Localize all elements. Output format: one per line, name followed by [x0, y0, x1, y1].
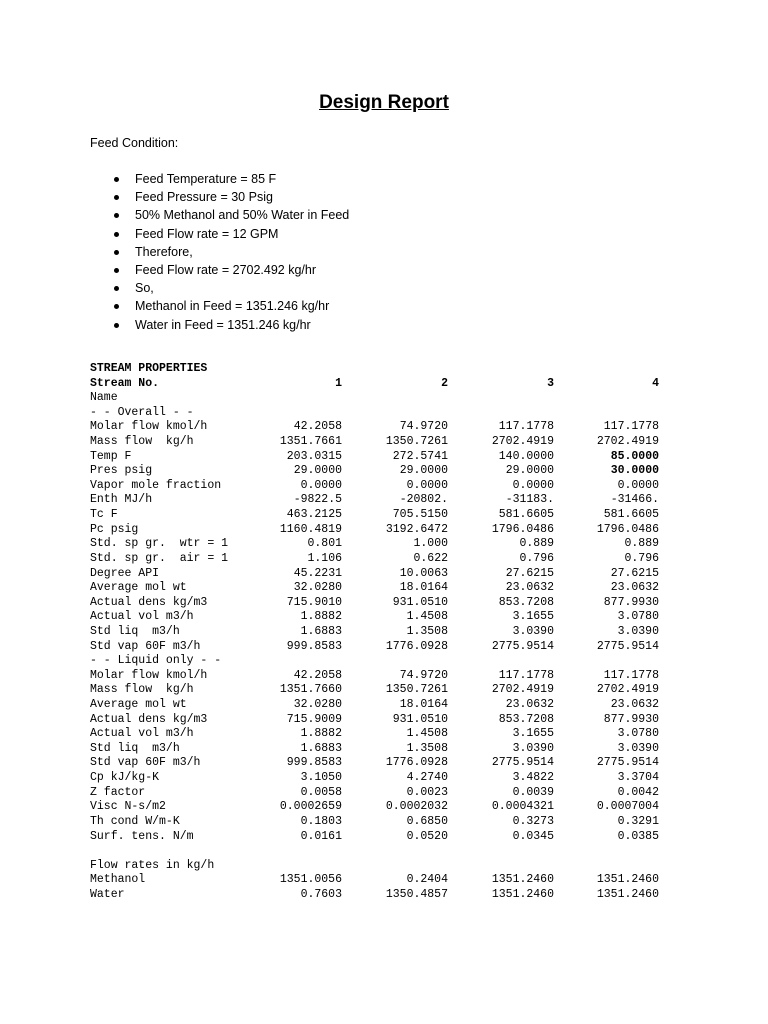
- row-label: Z factor: [90, 785, 146, 799]
- stream-1-value: 0.0000: [300, 478, 342, 492]
- stream-1-value: 0.1803: [300, 814, 342, 828]
- feed-condition-list: [111, 170, 349, 334]
- stream-2-value: -20802.: [399, 493, 448, 507]
- table-row: [90, 406, 660, 421]
- stream-3-value: 0.889: [519, 537, 554, 551]
- feed-condition-item: [111, 206, 349, 224]
- row-label: - - Overall - -: [90, 405, 194, 419]
- table-row: [90, 450, 660, 465]
- stream-2-value: 1350.7261: [385, 435, 448, 449]
- bullet-icon: [114, 323, 119, 328]
- stream-4-value: 117.1778: [603, 420, 659, 434]
- stream-3-value: 3.0390: [512, 624, 554, 638]
- table-row: [90, 640, 660, 655]
- stream-1-value: 1.8882: [300, 727, 342, 741]
- stream-3-value: 0.0345: [512, 829, 554, 843]
- row-label: Molar flow kmol/h: [90, 668, 208, 682]
- row-label: Tc F: [90, 508, 118, 522]
- stream-4-value: -31466.: [610, 493, 659, 507]
- stream-3-value: 3: [547, 376, 554, 390]
- stream-4-value: 23.0632: [610, 581, 659, 595]
- stream-4-value: 0.3291: [617, 814, 659, 828]
- stream-2-value: 931.0510: [392, 595, 448, 609]
- table-row: [90, 873, 660, 888]
- stream-2-value: 74.9720: [399, 420, 448, 434]
- stream-2-value: 0.0023: [406, 785, 448, 799]
- stream-3-value: 2702.4919: [491, 435, 554, 449]
- stream-3-value: -31183.: [505, 493, 554, 507]
- stream-1-value: 1351.0056: [279, 873, 342, 887]
- stream-1-value: 42.2058: [293, 420, 342, 434]
- row-label: Flow rates in kg/h: [90, 858, 215, 872]
- stream-1-value: 29.0000: [293, 464, 342, 478]
- table-row: [90, 698, 660, 713]
- stream-1-value: 1160.4819: [279, 522, 342, 536]
- stream-2-value: 0.0520: [406, 829, 448, 843]
- stream-2-value: 931.0510: [392, 712, 448, 726]
- table-row: [90, 713, 660, 728]
- stream-2-value: 2: [441, 376, 448, 390]
- feed-condition-text: 50% Methanol and 50% Water in Feed: [135, 208, 350, 223]
- feed-condition-text: Therefore,: [135, 244, 193, 259]
- report-title: Design Report: [319, 92, 449, 113]
- stream-4-value: 0.0385: [617, 829, 659, 843]
- table-row: [90, 771, 660, 786]
- feed-condition-text: Water in Feed = 1351.246 kg/hr: [135, 317, 311, 332]
- stream-3-value: 2775.9514: [491, 639, 554, 653]
- table-row: [90, 888, 660, 903]
- stream-2-value: 1.3508: [406, 741, 448, 755]
- row-label: Pc psig: [90, 522, 139, 536]
- stream-1-value: 203.0315: [286, 449, 342, 463]
- stream-4-value: 3.0390: [617, 624, 659, 638]
- table-row: [90, 479, 660, 494]
- feed-condition-item: [111, 243, 349, 261]
- stream-1-value: 0.801: [307, 537, 342, 551]
- stream-4-value: 581.6605: [603, 508, 659, 522]
- row-label: Mass flow kg/h: [90, 683, 194, 697]
- row-label: Pres psig: [90, 464, 153, 478]
- stream-4-value: 2775.9514: [596, 756, 659, 770]
- stream-3-value: 1351.2460: [491, 887, 554, 901]
- stream-1-value: 1.6883: [300, 624, 342, 638]
- stream-4-value: 0.889: [624, 537, 659, 551]
- bullet-icon: [114, 268, 119, 273]
- table-row: [90, 464, 660, 479]
- row-label: Std liq m3/h: [90, 624, 180, 638]
- row-label: Std. sp gr. wtr = 1: [90, 537, 229, 551]
- stream-3-value: 2702.4919: [491, 683, 554, 697]
- table-row: [90, 727, 660, 742]
- row-label: Average mol wt: [90, 698, 187, 712]
- stream-4-value: 23.0632: [610, 698, 659, 712]
- row-label: Actual vol m3/h: [90, 727, 194, 741]
- stream-1-value: 32.0280: [293, 581, 342, 595]
- stream-4-value: 1796.0486: [596, 522, 659, 536]
- row-label: Water: [90, 887, 125, 901]
- feed-condition-item: [111, 188, 349, 206]
- stream-4-value: 3.0780: [617, 610, 659, 624]
- stream-2-value: 1.3508: [406, 624, 448, 638]
- stream-3-value: 117.1778: [498, 668, 554, 682]
- row-label: Degree API: [90, 566, 160, 580]
- stream-1-value: 1: [335, 376, 342, 390]
- table-row: [90, 581, 660, 596]
- stream-2-value: 3192.6472: [385, 522, 448, 536]
- stream-2-value: 1350.4857: [385, 887, 448, 901]
- table-row: [90, 391, 660, 406]
- table-row: [90, 596, 660, 611]
- stream-1-value: 715.9009: [286, 712, 342, 726]
- stream-2-value: 4.2740: [406, 771, 448, 785]
- stream-3-value: 853.7208: [498, 595, 554, 609]
- row-label: Temp F: [90, 449, 132, 463]
- table-row: [90, 610, 660, 625]
- row-label: Average mol wt: [90, 581, 187, 595]
- stream-1-value: 1.6883: [300, 741, 342, 755]
- row-label: Actual dens kg/m3: [90, 712, 208, 726]
- stream-properties-table: [90, 362, 660, 903]
- table-row: [90, 508, 660, 523]
- stream-1-value: 999.8583: [286, 756, 342, 770]
- stream-1-value: 1.8882: [300, 610, 342, 624]
- stream-1-value: -9822.5: [293, 493, 342, 507]
- feed-condition-text: Feed Flow rate = 12 GPM: [135, 226, 279, 241]
- table-row: [90, 523, 660, 538]
- stream-3-value: 3.1655: [512, 610, 554, 624]
- stream-2-value: 1350.7261: [385, 683, 448, 697]
- stream-3-value: 140.0000: [498, 449, 554, 463]
- stream-1-value: 3.1050: [300, 771, 342, 785]
- bullet-icon: [114, 195, 119, 200]
- stream-2-value: 705.5150: [392, 508, 448, 522]
- feed-condition-item: [111, 316, 349, 334]
- table-row: [90, 435, 660, 450]
- stream-3-value: 853.7208: [498, 712, 554, 726]
- table-row: [90, 800, 660, 815]
- stream-3-value: 27.6215: [505, 566, 554, 580]
- stream-3-value: 0.0039: [512, 785, 554, 799]
- stream-4-value: 0.0007004: [596, 800, 659, 814]
- feed-condition-text: Feed Temperature = 85 F: [135, 172, 277, 186]
- feed-condition-text: So,: [135, 281, 154, 296]
- stream-4-value: 3.3704: [617, 771, 659, 785]
- stream-3-value: 1796.0486: [491, 522, 554, 536]
- stream-3-value: 1351.2460: [491, 873, 554, 887]
- table-row: [90, 683, 660, 698]
- stream-2-value: 18.0164: [399, 698, 448, 712]
- stream-4-value: 1351.2460: [596, 873, 659, 887]
- feed-condition-text: Feed Flow rate = 2702.492 kg/hr: [135, 262, 317, 277]
- bullet-icon: [114, 304, 119, 309]
- stream-4-value: 3.0390: [617, 741, 659, 755]
- stream-2-value: 0.0002032: [385, 800, 448, 814]
- bullet-icon: [114, 177, 119, 182]
- stream-2-value: 1.000: [413, 537, 448, 551]
- stream-2-value: 0.622: [413, 551, 448, 565]
- stream-3-value: 29.0000: [505, 464, 554, 478]
- stream-1-value: 1351.7661: [279, 435, 342, 449]
- row-label: Vapor mole fraction: [90, 478, 222, 492]
- stream-2-value: 29.0000: [399, 464, 448, 478]
- table-row: [90, 377, 660, 392]
- stream-3-value: 2775.9514: [491, 756, 554, 770]
- stream-properties-rows: [90, 377, 660, 903]
- stream-2-value: 1.4508: [406, 727, 448, 741]
- stream-4-value: 117.1778: [603, 668, 659, 682]
- table-row: [90, 815, 660, 830]
- table-row: [90, 552, 660, 567]
- bullet-icon: [114, 286, 119, 291]
- stream-1-value: 0.0002659: [279, 800, 342, 814]
- table-row: [90, 786, 660, 801]
- stream-properties-header: STREAM PROPERTIES: [90, 362, 208, 375]
- stream-2-value: 18.0164: [399, 581, 448, 595]
- stream-3-value: 0.0004321: [491, 800, 554, 814]
- row-label: Std vap 60F m3/h: [90, 756, 201, 770]
- row-label: Name: [90, 391, 118, 405]
- feed-condition-item: [111, 261, 349, 279]
- bullet-icon: [114, 232, 119, 237]
- stream-3-value: 3.0390: [512, 741, 554, 755]
- stream-4-value: 1351.2460: [596, 887, 659, 901]
- stream-1-value: 42.2058: [293, 668, 342, 682]
- table-row: [90, 756, 660, 771]
- table-row: [90, 859, 660, 874]
- row-label: Std liq m3/h: [90, 741, 180, 755]
- stream-3-value: 117.1778: [498, 420, 554, 434]
- stream-3-value: 581.6605: [498, 508, 554, 522]
- row-label: Th cond W/m-K: [90, 814, 180, 828]
- stream-3-value: 0.0000: [512, 478, 554, 492]
- stream-4-value: 0.0042: [617, 785, 659, 799]
- row-label: Methanol: [90, 873, 146, 887]
- stream-4-value: 4: [652, 376, 659, 390]
- row-label: Std vap 60F m3/h: [90, 639, 201, 653]
- stream-3-value: 3.4822: [512, 771, 554, 785]
- stream-2-value: 1.4508: [406, 610, 448, 624]
- stream-1-value: 1351.7660: [279, 683, 342, 697]
- table-row: [90, 567, 660, 582]
- stream-4-value: 2775.9514: [596, 639, 659, 653]
- stream-2-value: 0.6850: [406, 814, 448, 828]
- table-row: [90, 844, 660, 859]
- stream-4-value: 0.0000: [617, 478, 659, 492]
- stream-4-value: 27.6215: [610, 566, 659, 580]
- table-row: [90, 537, 660, 552]
- stream-4-value: 3.0780: [617, 727, 659, 741]
- table-row: [90, 669, 660, 684]
- stream-3-value: 3.1655: [512, 727, 554, 741]
- stream-1-value: 0.0161: [300, 829, 342, 843]
- stream-1-value: 0.0058: [300, 785, 342, 799]
- stream-4-value: 2702.4919: [596, 683, 659, 697]
- feed-condition-item: [111, 225, 349, 243]
- row-label: Actual vol m3/h: [90, 610, 194, 624]
- table-row: [90, 493, 660, 508]
- feed-condition-text: Methanol in Feed = 1351.246 kg/hr: [135, 299, 330, 314]
- row-label: Visc N-s/m2: [90, 800, 166, 814]
- stream-3-value: 0.796: [519, 551, 554, 565]
- stream-2-value: 0.2404: [406, 873, 448, 887]
- table-row: [90, 654, 660, 669]
- row-label: Molar flow kmol/h: [90, 420, 208, 434]
- stream-3-value: 23.0632: [505, 698, 554, 712]
- stream-4-value: 877.9930: [603, 712, 659, 726]
- bullet-icon: [114, 213, 119, 218]
- stream-1-value: 32.0280: [293, 698, 342, 712]
- stream-1-value: 715.9010: [286, 595, 342, 609]
- table-row: [90, 742, 660, 757]
- row-label: Mass flow kg/h: [90, 435, 194, 449]
- row-label: - - Liquid only - -: [90, 654, 222, 668]
- row-label: Cp kJ/kg-K: [90, 771, 160, 785]
- stream-2-value: 272.5741: [392, 449, 448, 463]
- table-row: [90, 830, 660, 845]
- feed-condition-text: Feed Pressure = 30 Psig: [135, 190, 273, 205]
- table-row: [90, 420, 660, 435]
- stream-4-value: 30.0000: [610, 464, 659, 478]
- stream-2-value: 1776.0928: [385, 639, 448, 653]
- row-label: Enth MJ/h: [90, 493, 153, 507]
- stream-4-value: 2702.4919: [596, 435, 659, 449]
- row-label: Actual dens kg/m3: [90, 595, 208, 609]
- stream-1-value: 1.106: [307, 551, 342, 565]
- feed-condition-item: [111, 297, 349, 315]
- stream-4-value: 877.9930: [603, 595, 659, 609]
- stream-2-value: 0.0000: [406, 478, 448, 492]
- stream-1-value: 0.7603: [300, 887, 342, 901]
- stream-3-value: 23.0632: [505, 581, 554, 595]
- stream-1-value: 463.2125: [286, 508, 342, 522]
- feed-condition-heading: Feed Condition:: [90, 136, 179, 150]
- stream-3-value: 0.3273: [512, 814, 554, 828]
- row-label: Surf. tens. N/m: [90, 829, 194, 843]
- stream-1-value: 45.2231: [293, 566, 342, 580]
- stream-4-value: 0.796: [624, 551, 659, 565]
- table-row: [90, 625, 660, 640]
- bullet-icon: [114, 250, 119, 255]
- row-label: Std. sp gr. air = 1: [90, 551, 229, 565]
- stream-4-value: 85.0000: [610, 449, 659, 463]
- stream-2-value: 1776.0928: [385, 756, 448, 770]
- stream-1-value: 999.8583: [286, 639, 342, 653]
- feed-condition-item: [111, 279, 349, 297]
- stream-2-value: 74.9720: [399, 668, 448, 682]
- row-label: Stream No.: [90, 376, 160, 390]
- stream-2-value: 10.0063: [399, 566, 448, 580]
- feed-condition-item: [111, 170, 349, 188]
